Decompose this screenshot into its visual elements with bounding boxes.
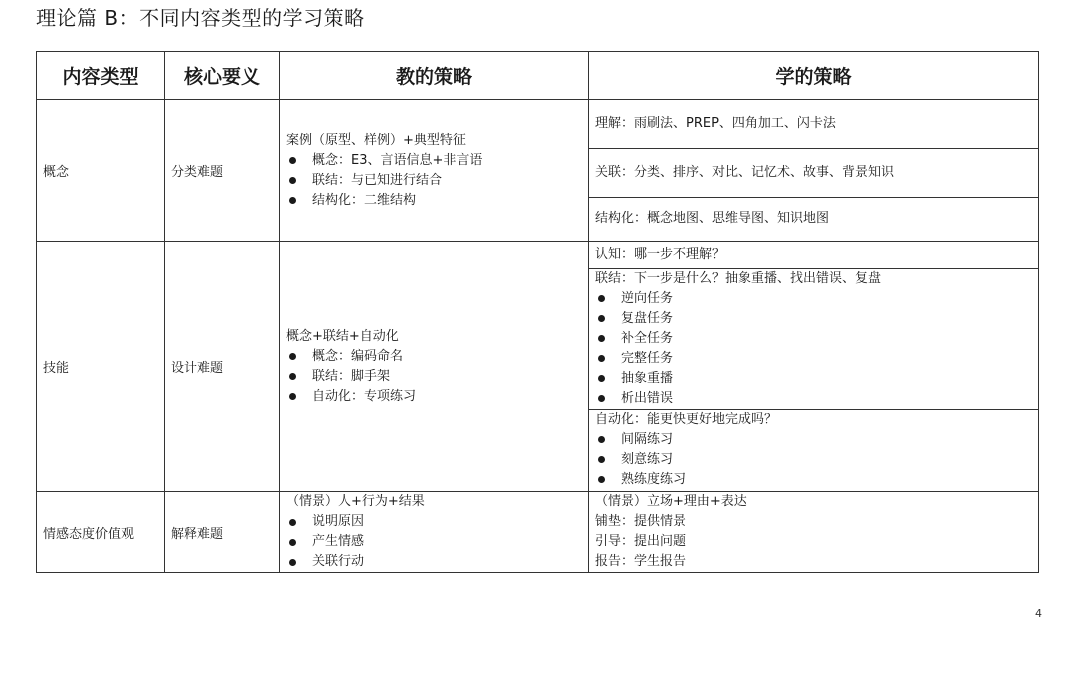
bullet-icon [598,375,605,382]
header-row [37,52,1039,100]
teaching-strategy-cell [280,242,589,492]
teaching-strategy-cell [280,100,589,242]
table-row [37,100,1039,242]
content-type-cell: 情感态度价值观 [37,492,165,573]
content-type-cell: 概念 [37,100,165,242]
bullet-icon [289,353,296,360]
bullet-icon [289,393,296,400]
teaching-strategy-cell [280,492,589,573]
bullet-icon [598,335,605,342]
learning-strategy-cell [589,100,1039,242]
list-item: 自动化：专项练习 [286,387,588,407]
list-item: 补全任务 [595,329,1038,349]
learning-strategy-cell [589,492,1039,573]
list-item: 逆向任务 [595,289,1038,309]
header-teaching-strategy: 教的策略 [280,52,589,100]
teach-lead: （情景）人+行为+结果 [286,494,425,509]
core-meaning-cell: 设计难题 [165,242,280,492]
list-item: 析出错误 [595,389,1038,409]
bullet-icon [289,539,296,546]
strategy-table [36,51,1039,573]
list-item: 刻意练习 [595,450,1038,470]
teach-lead: 案例（原型、样例）+典型特征 [286,132,466,148]
bullet-icon [289,559,296,566]
bullet-icon [598,395,605,402]
list-item: 关联行动 [286,552,588,572]
learn-line: （情景）立场+理由+表达 [595,494,747,509]
list-item: 产生情感 [286,532,588,552]
page-number: 4 [1035,607,1042,620]
list-item: 抽象重播 [595,369,1038,389]
learning-subtable [589,100,1038,240]
teach-lead: 概念+联结+自动化 [286,328,399,344]
learn-item: 联结：下一步是什么？抽象重播、找出错误、复盘 逆向任务 复盘任务 补全任务 完整任务 抽象重播 析出错误 [589,268,1038,409]
list-item: 概念：编码命名 [286,347,588,367]
learning-subtable [589,242,1038,491]
bullet-icon [598,295,605,302]
learn-item: 认知：哪一步不理解？ [589,242,1038,268]
bullet-icon [598,355,605,362]
list-item: 间隔练习 [595,430,1038,450]
list-item: 联结：与已知进行结合 [286,171,588,191]
bullet-icon [598,315,605,322]
table-row [37,242,1039,492]
bullet-icon [598,436,605,443]
learn-line: 引导：提出问题 [595,534,687,549]
list-item: 概念：E3、言语信息+非言语 [286,151,588,171]
bullet-icon [598,476,605,483]
bullet-icon [289,157,296,164]
header-core-meaning: 核心要义 [165,52,280,100]
table-row [37,492,1039,573]
core-meaning-cell: 分类难题 [165,100,280,242]
list-item: 复盘任务 [595,309,1038,329]
bullet-icon [289,519,296,526]
header-learning-strategy: 学的策略 [589,52,1039,100]
list-item: 结构化：二维结构 [286,191,588,211]
list-item: 联结：脚手架 [286,367,588,387]
learning-strategy-cell [589,242,1039,492]
list-item: 熟练度练习 [595,470,1038,490]
core-meaning-cell: 解释难题 [165,492,280,573]
bullet-icon [289,373,296,380]
content-type-cell: 技能 [37,242,165,492]
learn-line: 报告：学生报告 [595,554,687,569]
header-content-type: 内容类型 [37,52,165,100]
bullet-icon [598,456,605,463]
document-title: 理论篇 B：不同内容类型的学习策略 [36,6,365,30]
learn-item: 理解：雨刷法、PREP、四角加工、闪卡法 [589,100,1038,148]
bullet-icon [289,177,296,184]
learn-item: 自动化：能更快更好地完成吗？ 间隔练习 刻意练习 熟练度练习 [589,409,1038,491]
learn-line: 铺垫：提供情景 [595,514,687,529]
learn-item: 结构化：概念地图、思维导图、知识地图 [595,210,830,226]
bullet-icon [289,197,296,204]
list-item: 完整任务 [595,349,1038,369]
learn-item: 关联：分类、排序、对比、记忆术、故事、背景知识 [589,148,1038,197]
list-item: 说明原因 [286,512,588,532]
